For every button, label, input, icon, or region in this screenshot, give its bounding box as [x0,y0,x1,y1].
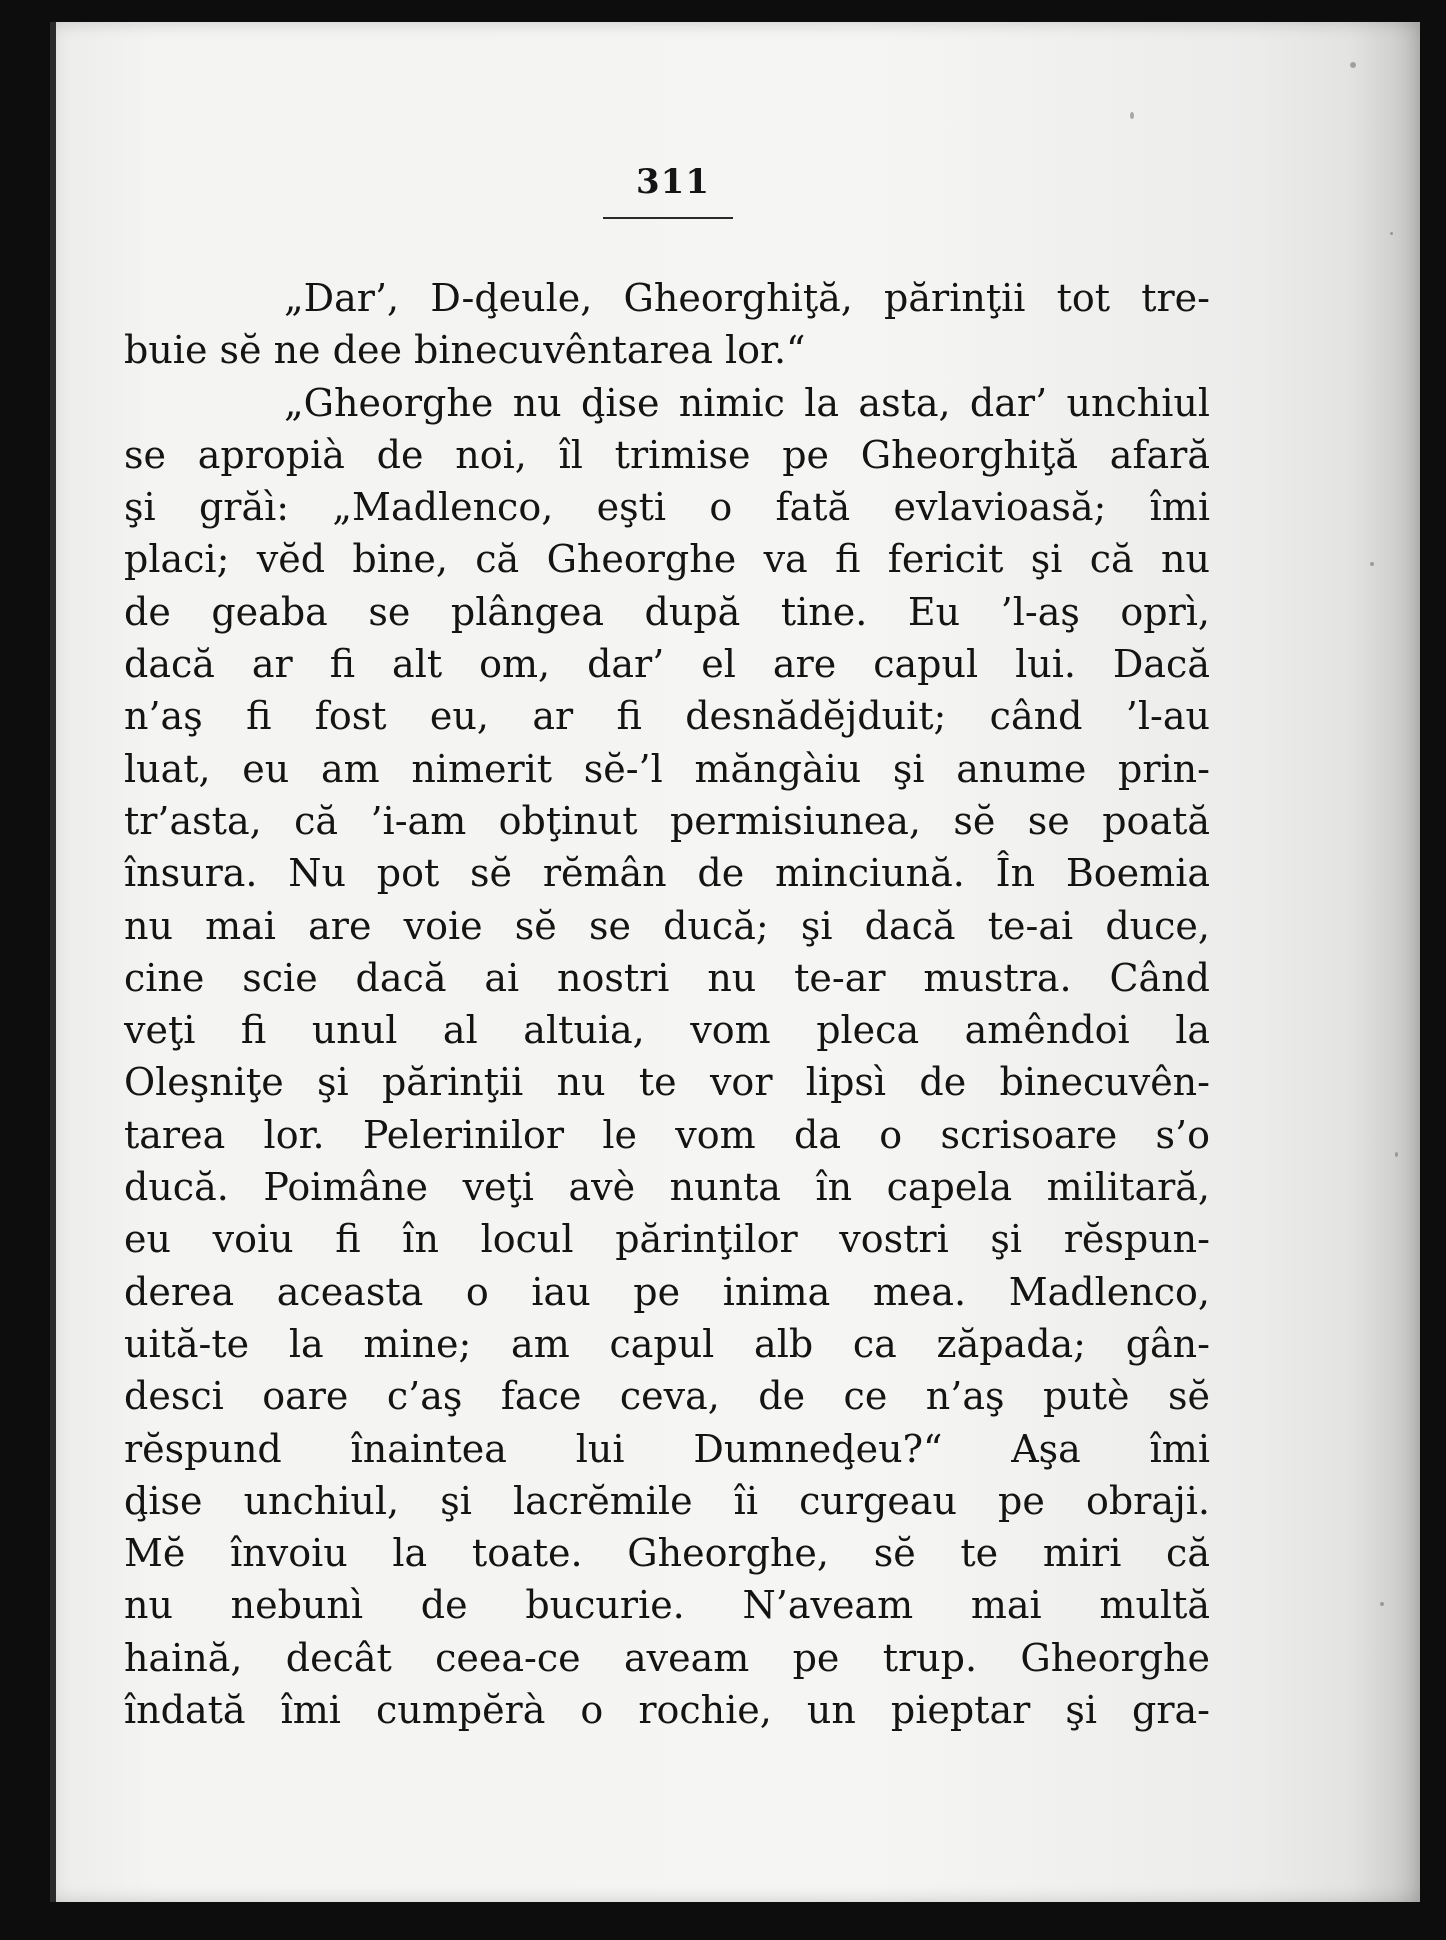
text-line: buie sĕ ne dee binecuvêntarea lor.“ [124,328,806,373]
page-number-rule [603,217,733,219]
scan-speck [1380,1602,1384,1606]
text-line: însura. Nu pot sĕ rĕmân de minciună. În Boemia [124,851,1210,896]
text-line: dacă ar fi alt om, dar’ el are capul lui. Dacă [124,642,1210,687]
text-line: derea aceasta o iau pe inima mea. Madlenco, [124,1269,1210,1314]
text-line: haină, decât ceea-ce aveam pe trup. Gheorghe [124,1635,1210,1680]
text-line: îndată îmi cumpĕrà o rochie, un pieptar şi gra- [124,1688,1210,1733]
text-line: ducă. Poimâne veţi avè nunta în capela militară, [124,1165,1210,1210]
text-line: ḑise unchiul, şi lacrĕmile îi curgeau pe obraji. [124,1478,1210,1523]
text-line: Oleşniţe şi părinţii nu te vor lipsì de binecuvên- [124,1060,1210,1105]
text-line: rĕspund înaintea lui Dumneḑeu?“ Aşa îmi [124,1426,1210,1471]
text-line: şi grăì: „Madlenco, eşti o fată evlavioasă; îmi [124,485,1210,530]
text-line: tarea lor. Pelerinilor le vom da o scrisoare s’o [124,1112,1210,1157]
scan-speck [1395,1152,1398,1157]
body-text [124,272,1210,1736]
page-number: 311 [636,162,710,202]
text-line: cine scie dacă ai nostri nu te-ar mustra. Când [124,955,1210,1000]
text-line: uită-te la mine; am capul alb ca zăpada; gân- [124,1321,1210,1366]
text-line: nu nebunì de bucurie. N’aveam mai multă [124,1583,1210,1628]
page-edge-shadow [1350,22,1420,1902]
scan-speck [1130,112,1134,119]
text-line: se apropià de noi, îl trimise pe Gheorghiţă afară [124,432,1210,477]
text-line: „Dar’, D-ḑeule, Gheorghiţă, părinţii tot tre- [284,276,1210,320]
text-line: placi; vĕd bine, că Gheorghe va fi fericit şi că nu [124,537,1210,582]
text-line: desci oare c’aş face ceva, de ce n’aş putè sĕ [124,1374,1210,1419]
text-line: nu mai are voie sĕ se ducă; şi dacă te-ai duce, [124,903,1210,948]
text-line: n’aş fi fost eu, ar fi desnădĕjduit; când ’l-au [124,694,1210,739]
text-line: luat, eu am nimerit sĕ-’l măngàiu şi anume prin- [124,746,1210,791]
page-binding-edge [50,22,56,1902]
scan-speck [1350,62,1356,68]
text-line: „Gheorghe nu ḑise nimic la asta, dar’ unchiul [284,380,1210,425]
scan-speck [1390,232,1393,235]
text-line: tr’asta, că ’i-am obţinut permisiunea, sĕ se poată [124,798,1210,843]
text-line: Mĕ învoiu la toate. Gheorghe, sĕ te miri că [124,1531,1210,1576]
text-line: de geaba se plângea după tine. Eu ’l-aş oprì, [124,589,1210,634]
text-line: veţi fi unul al altuia, vom pleca amêndoi la [124,1008,1210,1053]
scan-speck [1370,562,1374,566]
text-line: eu voiu fi în locul părinţilor vostri şi rĕspun- [124,1217,1210,1262]
